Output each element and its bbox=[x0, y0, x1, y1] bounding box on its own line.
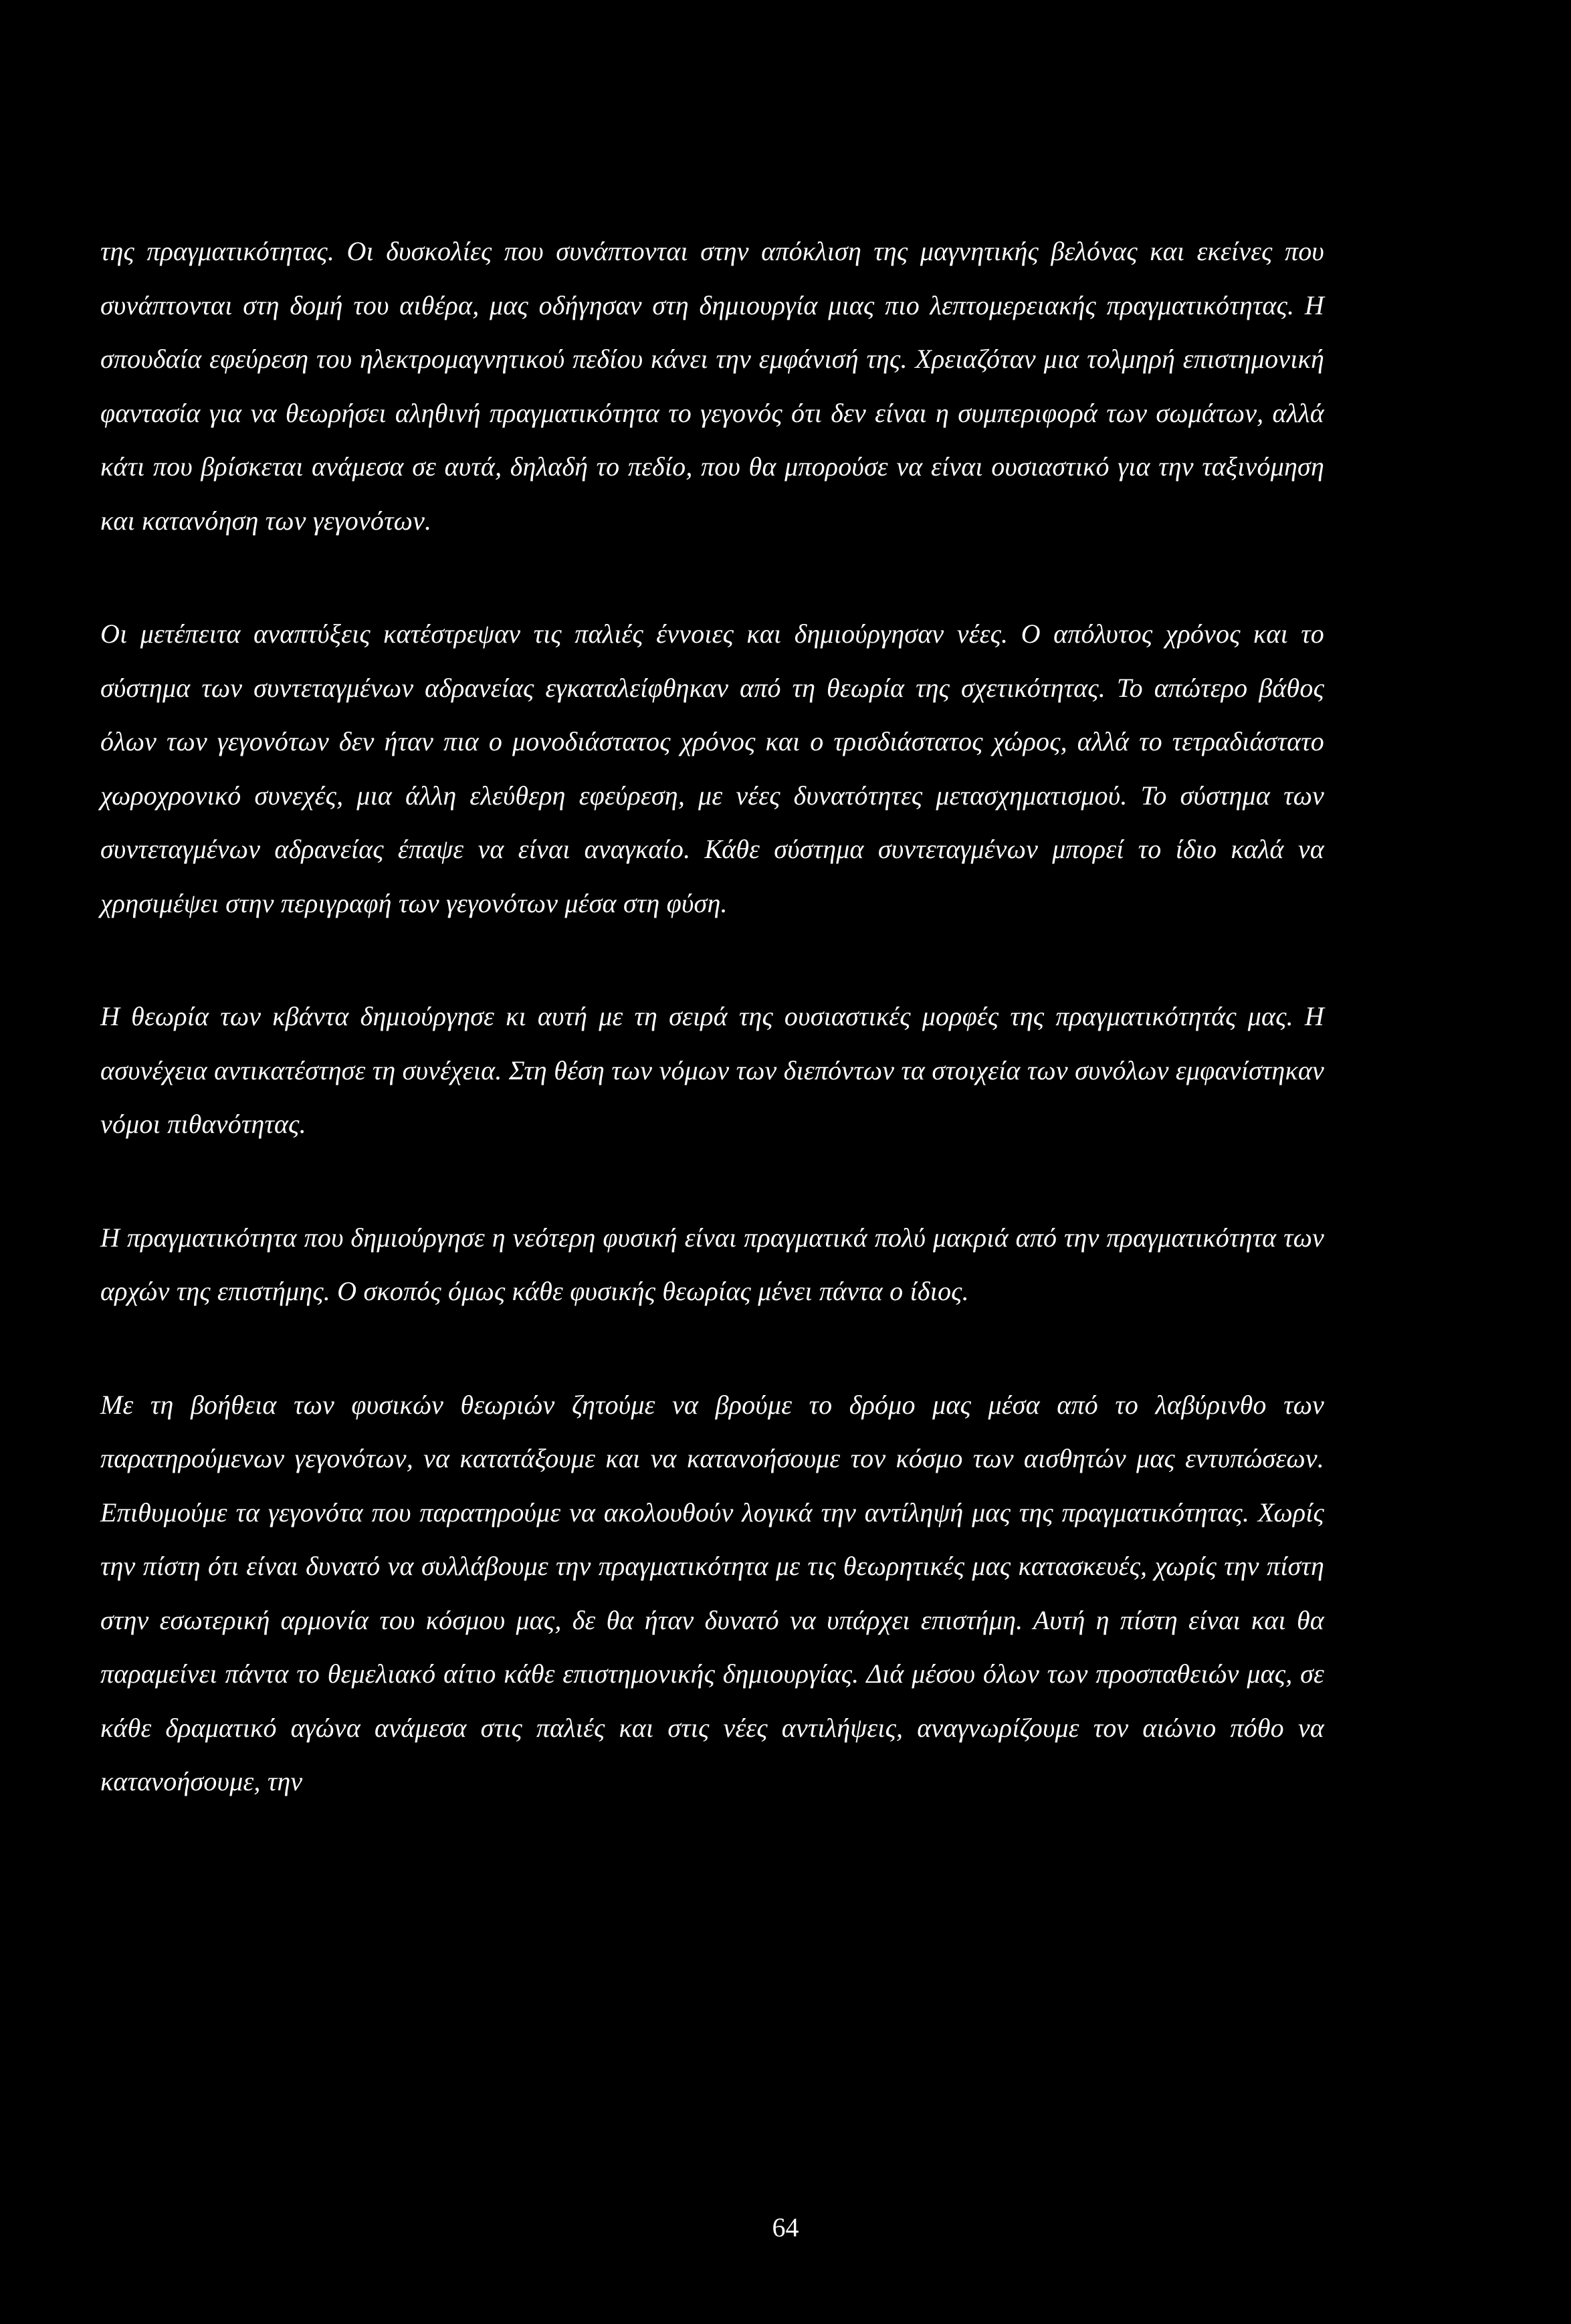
paragraph-5: Με τη βοήθεια των φυσικών θεωριών ζητούμε να βρούμε το δρόμο μας μέσα από το λαβύρινθο των παρατηρούμενων γεγονότων, να κατατάξουμε και να κατανοήσουμε τον κόσμο των αισθητών μας εντυπώσεων. Επιθυμούμε τα γεγονότα που παρατηρούμε να ακολουθούν λογικά την αντίληψή μας της πραγματικότητας. Χωρίς την πίστη ότι είναι δυνατό να συλλάβουμε την πραγματικότητα με τις θεωρητικές μας κατασκευές, χωρίς την πίστη στην εσωτερική αρμονία του κόσμου μας, δε θα ήταν δυνατό να υπάρχει επιστήμη. Αυτή η πίστη είναι και θα παραμείνει πάντα το θεμελιακό αίτιο κάθε επιστημονικής δημιουργίας. Διά μέσου όλων των προσπαθειών μας, σε κάθε δραματικό αγώνα ανάμεσα στις παλιές και στις νέες αντιλήψεις, αναγνωρίζουμε τον αιώνιο πόθο να κατανοήσουμε, την bbox=[100, 1389, 1324, 1796]
paragraph-3: Η θεωρία των κβάντα δημιούργησε κι αυτή με τη σειρά της ουσιαστικές μορφές της πραγματικότητάς μας. Η ασυνέχεια αντικατέστησε τη συνέχεια. Στη θέση των νόμων των διεπόντων τα στοιχεία των συνόλων εμφανίστηκαν νόμοι πιθανότητας. bbox=[100, 1001, 1324, 1139]
paragraph-2: Οι μετέπειτα αναπτύξεις κατέστρεψαν τις παλιές έννοιες και δημιούργησαν νέες. Ο απόλυτος χρόνος και το σύστημα των συντεταγμένων αδρανείας εγκαταλείφθηκαν από τη θεωρία της σχετικότητας. Το απώτερο βάθος όλων των γεγονότων δεν ήταν πια ο μονοδιάστατος χρόνος και ο τρισδιάστατος χώρος, αλλά το τετραδιάστατο χωροχρονικό συνεχές, μια άλλη ελεύθερη εφεύρεση, με νέες δυνατότητες μετασχηματισμού. Το σύστημα των συντεταγμένων αδρανείας έπαψε να είναι αναγκαίο. Κάθε σύστημα συντεταγμένων μπορεί το ίδιο καλά να χρησιμέψει στην περιγραφή των γεγονότων μέσα στη φύση. bbox=[100, 619, 1324, 918]
paragraph-1: της πραγματικότητας. Οι δυσκολίες που συνάπτονται στην απόκλιση της μαγνητικής βελόνας και εκείνες που συνάπτονται στη δομή του αιθέρα, μας οδήγησαν στη δημιουργία μιας πιο λεπτομερειακής πραγματικότητας. Η σπουδαία εφεύρεση του ηλεκτρομαγνητικού πεδίου κάνει την εμφάνισή της. Χρειαζόταν μια τολμηρή επιστημονική φαντασία για να θεωρήσει αληθινή πραγματικότητα το γεγονός ότι δεν είναι η συμπεριφορά των σωμάτων, αλλά κάτι που βρίσκεται ανάμεσα σε αυτά, δηλαδή το πεδίο, που θα μπορούσε να είναι ουσιαστικό για την ταξινόμηση και κατανόηση των γεγονότων. bbox=[100, 236, 1324, 536]
page-number: 64 bbox=[772, 2212, 799, 2242]
page-body bbox=[100, 225, 1324, 1809]
paragraph-4: Η πραγματικότητα που δημιούργησε η νεότερη φυσική είναι πραγματικά πολύ μακριά από την πραγματικότητα των αρχών της επιστήμης. Ο σκοπός όμως κάθε φυσικής θεωρίας μένει πάντα ο ίδιος. bbox=[100, 1222, 1324, 1306]
